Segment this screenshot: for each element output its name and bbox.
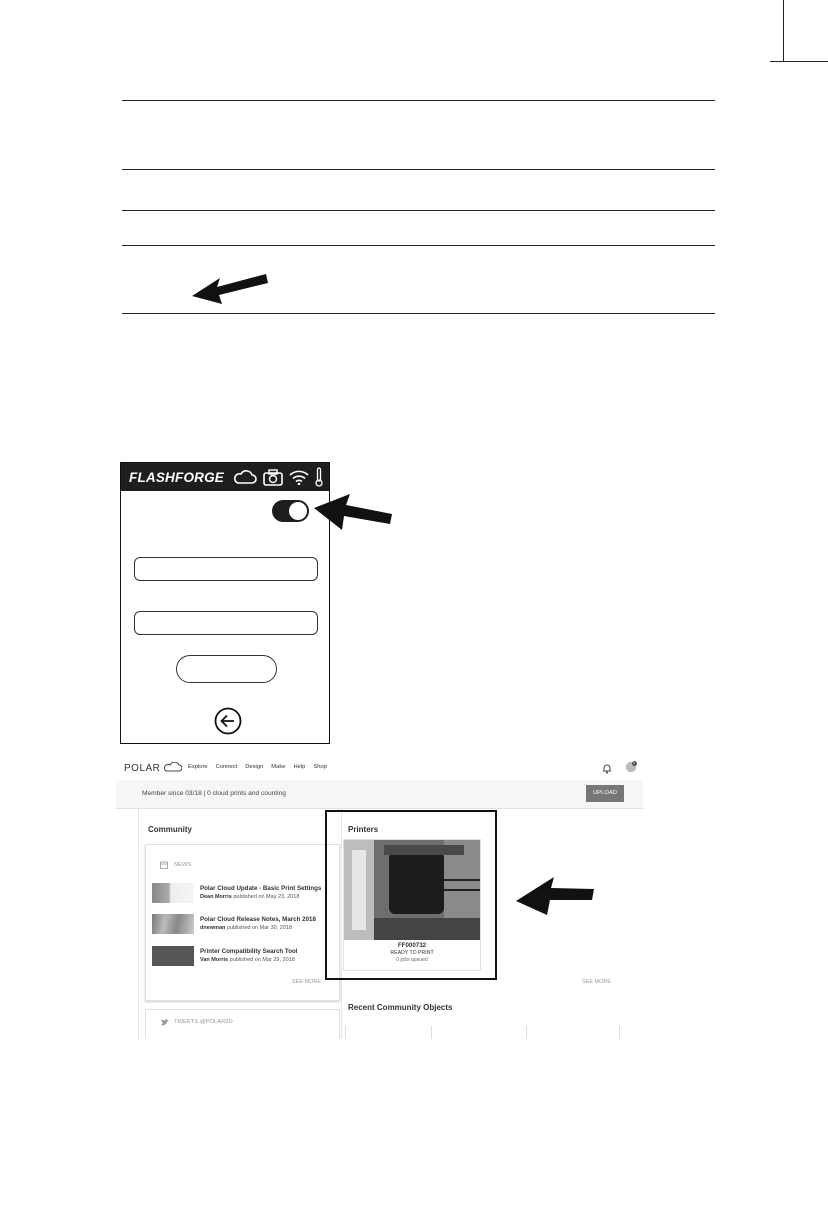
printer-queue: 0 jobs queued [396, 957, 428, 963]
printer-status: READY TO PRINT [390, 950, 434, 956]
upload-button[interactable]: UPLOAD [586, 785, 624, 802]
nav-design[interactable]: Design [245, 764, 264, 770]
member-bar [116, 780, 643, 809]
globe-icon [625, 761, 637, 773]
divider [431, 1026, 432, 1039]
nav-help[interactable]: Help [293, 764, 306, 770]
member-text: Member since 03/18 | 0 cloud prints and counting [142, 790, 286, 797]
confirm-button[interactable] [176, 655, 277, 683]
recent-objects-heading: Recent Community Objects [348, 1003, 453, 1012]
back-arrow-icon[interactable] [213, 706, 243, 736]
polar-cloud-logo-icon [164, 762, 182, 772]
pointer-arrow-icon [190, 266, 270, 308]
pointer-arrow-icon [312, 492, 394, 540]
flashforge-logo: FLASHFORGE [129, 469, 224, 485]
twitter-icon [161, 1019, 169, 1026]
community-heading: Community [148, 825, 192, 834]
polar-nav-links [188, 764, 327, 770]
divider [345, 1026, 346, 1039]
polar-logo[interactable]: POLAR [124, 762, 182, 774]
divider [138, 808, 139, 1039]
input-field-2[interactable] [134, 611, 318, 635]
nav-make[interactable]: Make [271, 764, 286, 770]
profile-avatar[interactable] [625, 761, 637, 773]
news-item[interactable]: Polar Cloud Release Notes, March 2018 dnewman published on Mar 30, 2018 [152, 914, 332, 936]
news-item[interactable]: Printer Compatibility Search Tool Van Morris published on Mar 29, 2018 [152, 946, 332, 968]
flashforge-top-bar [121, 463, 329, 491]
table-rule [122, 313, 715, 314]
nav-connect[interactable]: Connect [215, 764, 238, 770]
bell-icon[interactable] [602, 763, 612, 774]
camera-icon[interactable] [263, 469, 283, 486]
news-thumbnail [152, 946, 194, 966]
printer-highlight-box [325, 810, 497, 980]
tweets-card: TWEETS @POLAR3D [145, 1009, 340, 1039]
calendar-icon [160, 861, 168, 869]
thermometer-icon[interactable] [315, 467, 323, 487]
table-rule [122, 210, 715, 211]
cloud-icon[interactable] [233, 469, 257, 485]
notification-badge: 1 [633, 761, 635, 765]
polar-nav-bar [116, 754, 643, 781]
flashforge-screen [120, 462, 330, 744]
printers-heading: Printers [348, 825, 379, 834]
news-thumbnail [152, 914, 194, 934]
wifi-icon[interactable] [289, 469, 309, 485]
crop-mark [770, 61, 828, 62]
see-more-news-link[interactable]: SEE MORE [292, 979, 322, 985]
see-more-printers-link[interactable]: SEE MORE [582, 979, 612, 985]
cloud-toggle-switch[interactable] [272, 500, 309, 522]
printer-id: FF000732 [397, 942, 427, 949]
table-rule [122, 100, 715, 101]
pointer-arrow-icon [514, 875, 596, 921]
table-rule [122, 245, 715, 246]
divider [526, 1026, 527, 1039]
nav-explore[interactable]: Explore [188, 764, 208, 770]
news-card [145, 844, 340, 1001]
news-item[interactable]: Polar Cloud Update - Basic Print Settings Dean Morris published on May 23, 2018 [152, 883, 332, 905]
nav-shop[interactable]: Shop [313, 764, 327, 770]
news-header: NEWS [160, 861, 191, 869]
crop-mark [783, 0, 784, 62]
input-field-1[interactable] [134, 557, 318, 581]
news-thumbnail [152, 883, 194, 903]
table-rule [122, 169, 715, 170]
divider [619, 1026, 620, 1039]
